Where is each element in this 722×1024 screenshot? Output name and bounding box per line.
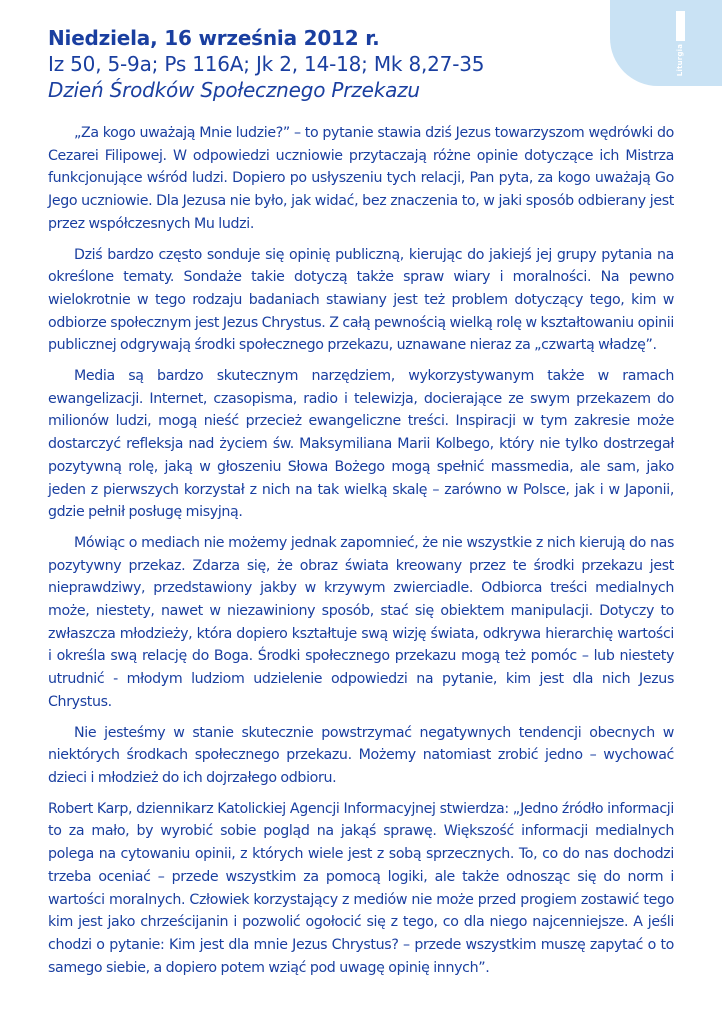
paragraph-3: Media są bardzo skutecznym narzędziem, wykorzystywanym także w ramach ewangelizacji. Internet, czasopisma, radio i telewizja, docierające ze swym przekazem do milionów ludzi, mogą nieść przecież ewangeliczne treści. Inspiracji w tym zakresie może dostarczyć refleksja nad życiem św. Maksymiliana Marii Kolbego, który nie tylko dostrzegał pozytywną rolę, jaką w głoszeniu Słowa Bożego mogą spełnić massmedia, ale sam, jako jeden z pierwszych korzystał z nich na tak wielką skalę – zarówno w Polsce, jak i w Japonii, gdzie pełnił posługę misyjną. bbox=[48, 368, 674, 521]
paragraph-4: Mówiąc o mediach nie możemy jednak zapomnieć, że nie wszystkie z nich kierują do nas pozytywny przekaz. Zdarza się, że obraz świata kreowany przez te środki przekazu jest nieprawdziwy, przedstawiony jakby w krzywym zwierciadle. Odbiorca treści medialnych może, niestety, nawet w niezawiniony sposób, stać się obiektem manipulacji. Dotyczy to zwłaszcza młodzieży, która dopiero kształtuje swą wizję świata, odkrywa hierarchię wartości i określa swą relację do Boga. Środki społecznego przekazu mogą też pomóc – lub niestety utrudnić - młodym ludziom udzielenie odpowiedzi na pytanie, kim jest dla nich Jezus Chrystus. bbox=[48, 534, 674, 710]
paragraph-6: Robert Karp, dziennikarz Katolickiej Agencji Informacyjnej stwierdza: „Jedno źródło informacji to za mało, by wyrobić sobie pogląd na jakąś sprawę. Większość informacji medialnych polega na cytowaniu opinii, z których wiele jest z sobą sprzecznych. To, co do nas dochodzi trzeba oceniać – przede wszystkim za pomocą logiki, ale także odnosząc się do norm i wartości moralnych. Człowiek korzystający z mediów nie może przed progiem zostawić tego kim jest jako chrześcijanin i pozwolić ogołocić się z tego, co dla niego najcenniejsze. A jeśli chodzi o pytanie: Kim jest dla mnie Jezus Chrystus? – przede wszystkim muszę zapytać o to samego siebie, a dopiero potem wziąć pod uwagę opinię innych”. bbox=[48, 800, 674, 976]
readings-line: Iz 50, 5-9a; Ps 116A; Jk 2, 14-18; Mk 8,27-35 bbox=[48, 52, 485, 76]
section-tab-marker bbox=[676, 11, 685, 41]
paragraph-5: Nie jesteśmy w stanie skutecznie powstrzymać negatywnych tendencji obecnych w niektórych środkach społecznego przekazu. Możemy natomiast zrobić jedno – wychować dzieci i młodzież do ich dojrzałego odbioru. bbox=[48, 724, 674, 786]
paragraph-2: Dziś bardzo często sonduje się opinię publiczną, kierując do jakiejś jej grupy pytania na określone tematy. Sondaże takie dotyczą także spraw wiary i moralności. Na pewno wielokrotnie w tego rodzaju badaniach stawiany jest też problem dotyczący tego, kim w odbiorze społecznym jest Jezus Chrystus. Z całą pewnością wielką rolę w kształtowaniu opinii publicznej odgrywają środki społecznego przekazu, uznawane nieraz za „czwartą władzę”. bbox=[48, 246, 674, 354]
page-subtitle: Dzień Środków Społecznego Przekazu bbox=[48, 78, 420, 102]
article-body bbox=[48, 122, 674, 987]
page-header bbox=[48, 26, 628, 103]
paragraph-1: „Za kogo uważają Mnie ludzie?” – to pytanie stawia dziś Jezus towarzyszom wędrówki do Cezarei Filipowej. W odpowiedzi uczniowie przytaczają różne opinie dotyczące ich Mistrza funkcjonujące wśród ludzi. Dopiero po usłyszeniu tych relacji, Pan pyta, za kogo uważają Go Jego uczniowie. Dla Jezusa nie było, jak widać, bez znaczenia to, w jaki sposób odbierany jest przez współczesnych Mu ludzi. bbox=[48, 125, 674, 232]
page-title: Niedziela, 16 września 2012 r. bbox=[48, 26, 380, 50]
section-tab-label: Liturgia bbox=[676, 43, 684, 77]
